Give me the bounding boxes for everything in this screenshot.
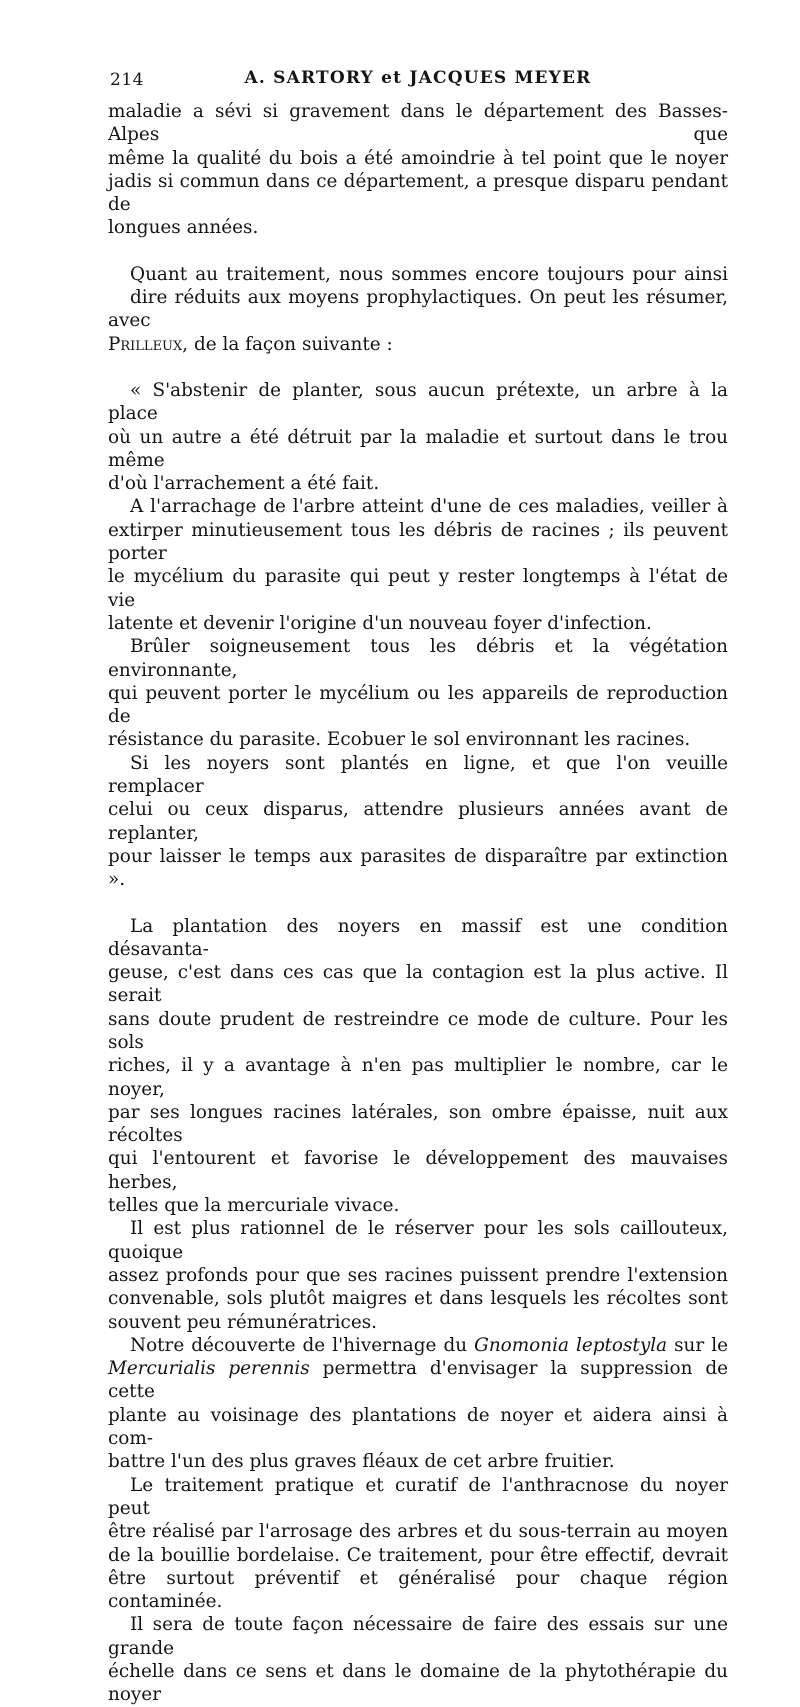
paragraph-curative-treatment (108, 1474, 728, 1614)
text-line: de la bouillie bordelaise. Ce traitement, pour être effectif, devrait (108, 1544, 728, 1566)
paragraph-quote-3 (108, 635, 728, 751)
text-line: être surtout préventif et généralisé pour chaque région contaminée. (108, 1567, 728, 1613)
text-line: longues années. (108, 217, 259, 239)
page-number: 214 (110, 70, 144, 90)
text-line: maladie a sévi si gravement dans le département des Basses-Alpes que (108, 101, 728, 146)
book-page (108, 66, 728, 1707)
paragraph-continuation (108, 100, 728, 240)
text-line: échelle dans ce sens et dans le domaine de la phytothérapie du noyer (108, 1661, 728, 1706)
text-line: A l'arrachage de l'arbre atteint d'une de ces maladies, veiller à (130, 496, 728, 518)
text-line: battre l'un des plus graves fléaux de cet arbre fruitier. (108, 1451, 615, 1473)
text-line: Si les noyers sont plantés en ligne, et que l'on veuille remplacer (108, 752, 728, 798)
text-line: pour laisser le temps aux parasites de disparaître par extinction ». (108, 845, 728, 891)
text-line: le mycélium du parasite qui peut y rester longtemps à l'état de vie (108, 566, 728, 611)
text-line: assez profonds pour que ses racines puissent prendre l'extension (108, 1264, 728, 1286)
paragraph-discovery (108, 1334, 728, 1474)
running-head (108, 66, 728, 92)
paragraph-treatment-intro (108, 263, 728, 356)
paragraph-trials (108, 1613, 728, 1706)
text-line: riches, il y a avantage à n'en pas multiplier le nombre, car le noyer, (108, 1055, 728, 1100)
text-line: plante au voisinage des plantations de noyer et aidera ainsi à com- (108, 1404, 728, 1450)
text-line: La plantation des noyers en massif est une condition désavanta- (108, 915, 728, 960)
running-title: A. SARTORY et JACQUES MEYER (244, 68, 592, 88)
text-line: dire réduits aux moyens prophylactiques. On peut les résumer, avec (108, 287, 728, 332)
text-line: être réalisé par l'arrosage des arbres et du sous-terrain au moyen (108, 1521, 728, 1543)
text-line: sans doute prudent de restreindre ce mode de culture. Pour les sols (108, 1008, 728, 1053)
text-line: latente et devenir l'origine d'un nouveau foyer d'infection. (108, 612, 652, 634)
text-line: résistance du parasite. Ecobuer le sol environnant les racines. (108, 729, 691, 751)
text-line: celui ou ceux disparus, attendre plusieurs années avant de replanter, (108, 799, 728, 844)
text-line: qui peuvent porter le mycélium ou les appareils de reproduction de (108, 682, 728, 728)
text-line: Mercurialis perennis permettra d'envisager la suppression de cette (108, 1358, 728, 1403)
text-line: jadis si commun dans ce département, a presque disparu pendant de (108, 170, 728, 216)
text-line: par ses longues racines latérales, son ombre épaisse, nuit aux récoltes (108, 1101, 728, 1147)
paragraph-quote-4 (108, 752, 728, 892)
paragraph-quote-2 (108, 495, 728, 635)
text-line: Le traitement pratique et curatif de l'anthracnose du noyer peut (108, 1474, 728, 1519)
text-line: Il est plus rationnel de le réserver pour les sols caillouteux, quoique (108, 1218, 728, 1263)
text-line: qui l'entourent et favorise le développement des mauvaises herbes, (108, 1148, 728, 1193)
text-line: extirper minutieusement tous les débris de racines ; ils peuvent porter (108, 519, 728, 565)
text-line: souvent peu rémunératrices. (108, 1311, 378, 1333)
text-line: telles que la mercuriale vivace. (108, 1195, 400, 1217)
species-name: Mercurialis perennis (108, 1358, 310, 1380)
text-line: Brûler soigneusement tous les débris et la végétation environnante, (108, 636, 728, 681)
text-line: Il sera de toute façon nécessaire de faire des essais sur une grande (108, 1614, 728, 1659)
author-name: Prilleux (108, 333, 183, 355)
text-line: geuse, c'est dans ces cas que la contagion est la plus active. Il serait (108, 962, 728, 1007)
text-line: Quant au traitement, nous sommes encore toujours pour ainsi (130, 263, 728, 285)
text-line: Prilleux, de la façon suivante : (108, 333, 393, 355)
text-line: d'où l'arrachement a été fait. (108, 473, 380, 495)
paragraph-quote-1 (108, 379, 728, 495)
text-line: « S'abstenir de planter, sous aucun prétexte, un arbre à la place (108, 379, 728, 425)
text-line: Notre découverte de l'hivernage du Gnomonia leptostyla sur le (130, 1334, 728, 1356)
species-name: Gnomonia leptostyla (474, 1334, 668, 1356)
paragraph-soils (108, 1217, 728, 1333)
text-line: où un autre a été détruit par la maladie et surtout dans le trou même (108, 426, 728, 471)
text-line: convenable, sols plutôt maigres et dans lesquels les récoltes sont (108, 1288, 728, 1310)
text-line: même la qualité du bois a été amoindrie à tel point que le noyer (108, 147, 728, 169)
paragraph-plantation (108, 915, 728, 1218)
